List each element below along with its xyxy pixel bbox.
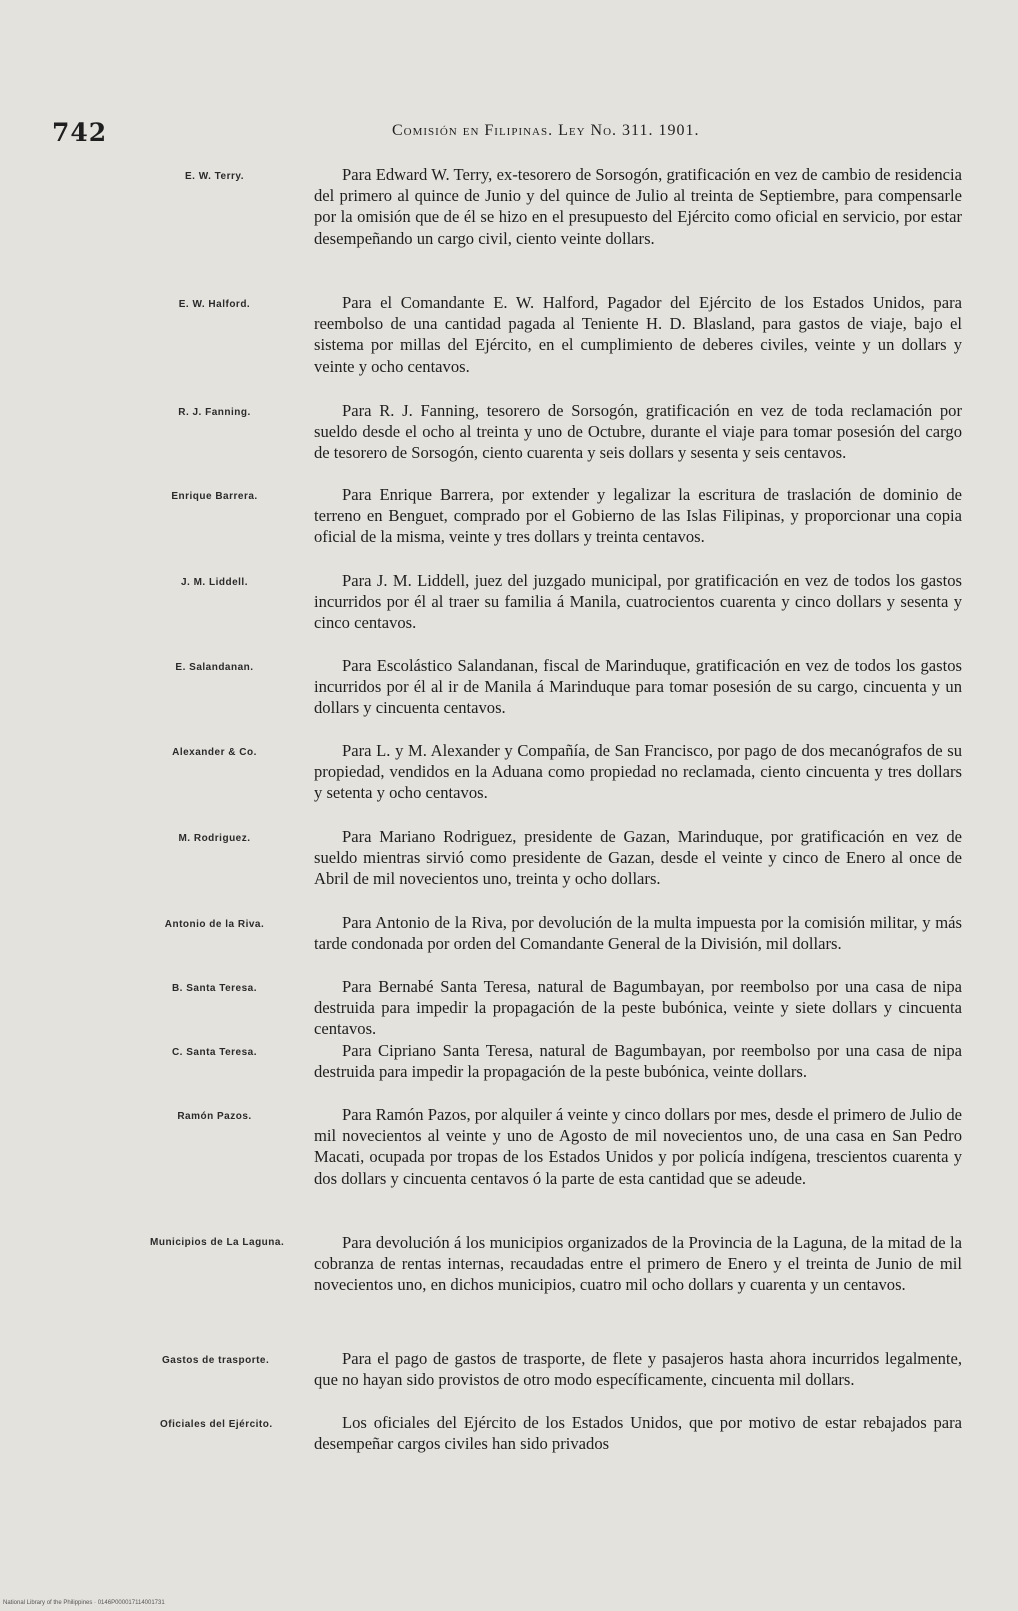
entry-text: Para Mariano Rodriguez, presidente de Gazan, Marinduque, por gratificación en vez de sueldo mientras sirvió como presidente de Gazan, desde el veinte y cinco de Enero al once de Abril de mil novecientos uno, treinta y ocho dollars. [314, 827, 962, 889]
entry-text: Para el Comandante E. W. Halford, Pagador del Ejército de los Estados Unidos, para reembolso de una cantidad pagada al Teniente H. D. Blasland, para gastos de viaje, bajo el sistema por millas del Ejército, en el cumplimiento de deberes civiles, veinte y un dollars y veinte y ocho centavos. [314, 293, 962, 376]
entry-text: Los oficiales del Ejército de los Estados Unidos, que por motivo de estar rebajados para desempeñar cargos civiles han sido privados [314, 1413, 962, 1454]
margin-note: J. M. Liddell. [180, 577, 248, 588]
entry-text: Para el pago de gastos de trasporte, de flete y pasajeros hasta ahora incurridos legalmente, que no hayan sido provistos de otro modo específicamente, cincuenta mil dollars. [314, 1349, 962, 1390]
margin-note: C. Santa Teresa. [171, 1047, 258, 1058]
margin-note: E. W. Halford. [178, 299, 251, 310]
entry-text: Para Cipriano Santa Teresa, natural de Bagumbayan, por reembolso por una casa de nipa destruida para impedir la propagación de la peste bubónica, veinte dollars. [314, 1041, 962, 1082]
margin-note: Alexander & Co. [172, 747, 257, 758]
entry-text: Para L. y M. Alexander y Compañía, de San Francisco, por pago de dos mecanógrafos de su propiedad, vendidos en la Aduana como propiedad no reclamada, ciento cincuenta y tres dollars y setenta y ocho centavos. [314, 741, 962, 803]
margin-note: M. Rodriguez. [178, 833, 251, 844]
margin-note: R. J. Fanning. [178, 407, 251, 418]
margin-note: E. Salandanan. [175, 662, 254, 673]
entry-text: Para Ramón Pazos, por alquiler á veinte y cinco dollars por mes, desde el primero de Julio de mil novecientos al veinte y uno de Agosto de mil novecientos uno, de una casa en San Pedro Macati, ocupada por tropas de los Estados Unidos y por policía indígena, trescientos cuarenta y dos dollars y cincuenta centavos ó la parte de esta cantidad que se adeude. [314, 1105, 962, 1188]
entry-text: Para J. M. Liddell, juez del juzgado municipal, por gratificación en vez de todos los gastos incurridos por él al traer su familia á Manila, cuatrocientos cuarenta y cinco dollars y sesenta y cinco centavos. [314, 571, 962, 633]
margin-note: Municipios de La Laguna. [150, 1237, 285, 1248]
margin-note: E. W. Terry. [185, 171, 244, 182]
entry-text: Para Escolástico Salandanan, fiscal de Marinduque, gratificación en vez de todos los gastos incurridos por él al ir de Manila á Marinduque para tomar posesión de su cargo, cincuenta y un dollars y cincuenta centavos. [314, 656, 962, 718]
margin-note: B. Santa Teresa. [171, 983, 258, 994]
margin-note: Enrique Barrera. [171, 491, 258, 502]
entry-text: Para R. J. Fanning, tesorero de Sorsogón, gratificación en vez de toda reclamación por sueldo desde el ocho al treinta y uno de Octubre, durante el viaje para tomar posesión del cargo de tesorero de Sorsogón, ciento cuarenta y seis dollars y sesenta y seis centavos. [314, 401, 962, 463]
entry-text: Para Edward W. Terry, ex-tesorero de Sorsogón, gratificación en vez de cambio de residencia del primero al quince de Junio y del quince de Julio al treinta de Septiembre, para compensarle por la omisión que de él se hizo en el presupuesto del Ejército como oficial en servicio, por estar desempeñando un cargo civil, ciento veinte dollars. [314, 165, 962, 248]
margin-note: Oficiales del Ejército. [160, 1419, 273, 1430]
margin-note: Gastos de trasporte. [162, 1355, 270, 1366]
margin-note: Ramón Pazos. [177, 1111, 252, 1122]
margin-note: Antonio de la Riva. [164, 919, 265, 930]
entry-text: Para Enrique Barrera, por extender y legalizar la escritura de traslación de dominio de terreno en Benguet, comprado por el Gobierno de las Islas Filipinas, y proporcionar una copia oficial de la misma, veinte y tres dollars y treinta centavos. [314, 485, 962, 547]
running-head: Comisión en Filipinas. Ley No. 311. 1901. [392, 122, 700, 139]
entry-text: Para Antonio de la Riva, por devolución de la multa impuesta por la comisión militar, y más tarde condonada por orden del Comandante General de la División, mil dollars. [314, 913, 962, 954]
footer-credit: National Library of the Philippines · 0146P000017114001731 [3, 1600, 165, 1606]
entry-text: Para devolución á los municipios organizados de la Provincia de la Laguna, de la mitad de la cobranza de rentas internas, recaudadas entre el primero de Enero y el treinta de Junio de mil novecientos uno, en dichos municipios, cuatro mil ocho dollars y cuarenta y un centavos. [314, 1233, 962, 1295]
entry-text: Para Bernabé Santa Teresa, natural de Bagumbayan, por reembolso por una casa de nipa destruida para impedir la propagación de la peste bubónica, veinte y siete dollars y cincuenta centavos. [314, 977, 962, 1039]
page-number: 742 [52, 118, 108, 147]
